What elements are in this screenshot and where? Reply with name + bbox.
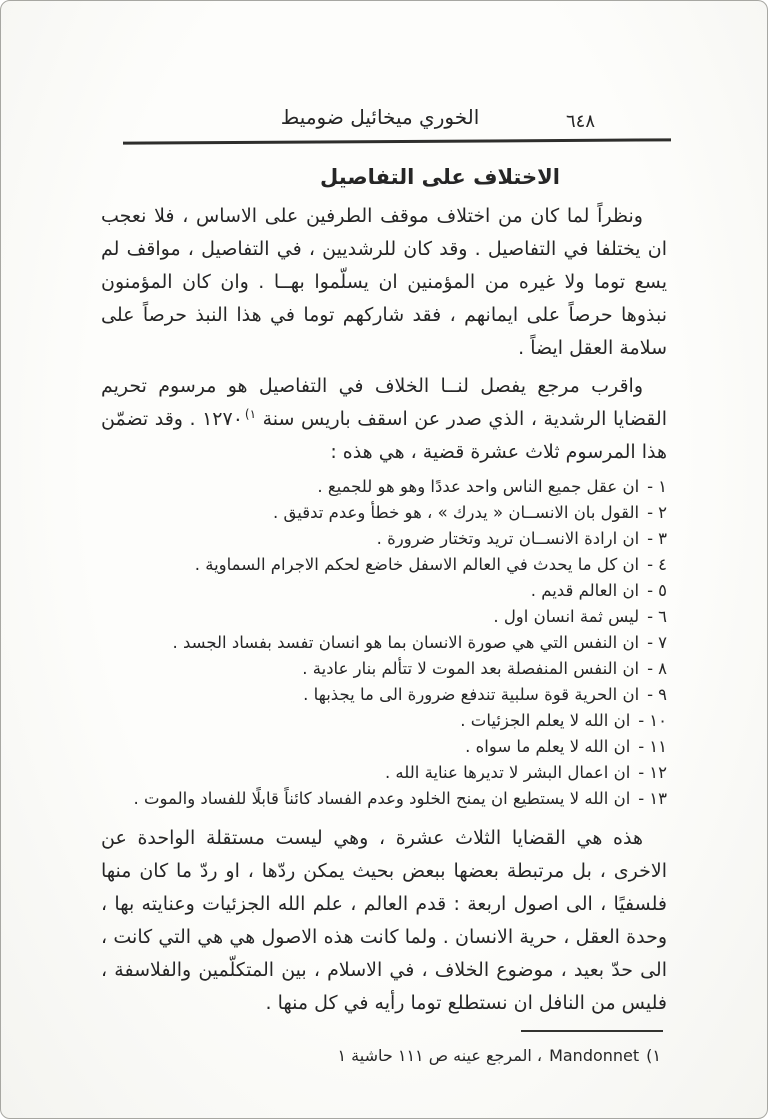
proposition-number: ٧ — [658, 633, 667, 652]
proposition-row — [101, 604, 667, 630]
page-number: ٦٤٨ — [565, 111, 595, 132]
proposition-text: ان الله لا يعلم ما سواه . — [465, 737, 631, 756]
proposition-dash: - — [638, 737, 645, 756]
proposition-number: ٣ — [658, 529, 667, 548]
running-head — [101, 103, 667, 143]
proposition-dash: - — [647, 607, 654, 626]
proposition-number: ٢ — [658, 503, 667, 522]
proposition-number: ١٠ — [649, 711, 667, 730]
proposition-dash: - — [638, 763, 645, 782]
proposition-text: ان اعمال البشر لا تديرها عناية الله . — [384, 763, 631, 782]
paragraph-1: ونظراً لما كان من اختلاف موقف الطرفين على الاساس ، فلا نعجب ان يختلفا في التفاصيل . وقد كان للرشديين ، في التفاصيل ، مواقف لم يسع توما ولا غيره من المؤمنين ان يسلّموا بهــا . وان كان المؤمنون نبذوها حرصاً على ايمانهم ، فقد شاركهم توما في هذا النبذ حرصاً على سلامة العقل ايضاً . — [101, 205, 667, 359]
paragraph-3: هذه هي القضايا الثلاث عشرة ، وهي ليست مستقلة الواحدة عن الاخرى ، بل مرتبطة بعضها ببعض بحيث يمكن ردّها ، او ردّ ما كان منها فلسفيًا ، الى اصول اربعة : قدم العالم ، علم الله الجزئيات وعنايته بها ، وحدة العقل ، حرية الانسان . ولما كانت هذه الاصول هي هي التي كانت ، الى حدّ بعيد ، موضوع الخلاف ، في الاسلام ، بين المتكلّمين والفلاسفة ، فليس من النافل ان نستطلع توما رأيه في كل منها . — [101, 827, 667, 1014]
proposition-dash: - — [647, 477, 654, 496]
proposition-dash: - — [647, 555, 654, 574]
proposition-text: ان النفس المنفصلة بعد الموت لا تتألم بنار عادية . — [302, 659, 640, 678]
proposition-row — [101, 682, 667, 708]
proposition-text: ليس ثمة انسان اول . — [493, 607, 640, 626]
proposition-dash: - — [638, 789, 645, 808]
proposition-row — [101, 526, 667, 552]
proposition-row — [101, 500, 667, 526]
proposition-text: ان العالم قديم . — [530, 581, 640, 600]
section-title: الاختلاف على التفاصيل — [320, 165, 560, 189]
paragraph-2 — [101, 370, 667, 469]
proposition-row — [101, 708, 667, 734]
proposition-dash: - — [647, 633, 654, 652]
proposition-text: القول بان الانســان « يدرك » ، هو خطأ وعدم تدقيق . — [272, 503, 640, 522]
proposition-text: ان عقل جميع الناس واحد عددًا وهو هو للجميع . — [317, 477, 640, 496]
proposition-number: ٨ — [658, 659, 667, 678]
footnote-separator — [521, 1030, 663, 1032]
proposition-dash: - — [647, 659, 654, 678]
proposition-row — [101, 578, 667, 604]
proposition-row — [101, 760, 667, 786]
running-head-title: الخوري ميخائيل ضوميط — [280, 105, 480, 129]
proposition-row — [101, 630, 667, 656]
footnote — [338, 1043, 662, 1069]
proposition-row — [101, 734, 667, 760]
proposition-dash: - — [647, 503, 654, 522]
proposition-number: ٤ — [658, 555, 667, 574]
proposition-dash: - — [647, 529, 654, 548]
proposition-dash: - — [638, 711, 645, 730]
proposition-text: ان ارادة الانســان تريد وتختار ضرورة . — [376, 529, 640, 548]
proposition-row — [101, 786, 667, 812]
page-body — [101, 162, 667, 1025]
paragraph-2-continued: . وقد تضمّن هذا المرسوم ثلاث عشرة قضية ، هي هذه : — [101, 408, 667, 463]
proposition-number: ١١ — [649, 737, 667, 756]
footnote-text: ، المرجع عينه ص ١١١ حاشية ١ — [337, 1046, 543, 1065]
proposition-number: ٩ — [658, 685, 667, 704]
proposition-text: ان الحرية قوة سلبية تندفع ضرورة الى ما يجذبها . — [303, 685, 640, 704]
footnote-marker: (١ — [646, 1046, 661, 1065]
proposition-text: ان الله لا يستطيع ان يمنح الخلود وعدم الفساد كائناً قابلًا للفساد والموت . — [133, 789, 631, 808]
proposition-text: ان كل ما يحدث في العالم الاسفل خاضع لحكم الاجرام السماوية . — [194, 555, 640, 574]
proposition-number: ١٣ — [649, 789, 667, 808]
proposition-number: ٦ — [658, 607, 667, 626]
footnote-reference: (١ — [244, 406, 257, 421]
footnote-source: Mandonnet — [549, 1046, 640, 1065]
proposition-dash: - — [647, 685, 654, 704]
proposition-row — [101, 474, 667, 500]
proposition-row — [101, 552, 667, 578]
proposition-row — [101, 656, 667, 682]
proposition-number: ١ — [658, 477, 667, 496]
proposition-text: ان النفس التي هي صورة الانسان بما هو انسان تفسد بفساد الجسد . — [172, 633, 640, 652]
proposition-number: ٥ — [658, 581, 667, 600]
propositions-list — [101, 474, 667, 812]
proposition-dash: - — [647, 581, 654, 600]
proposition-number: ١٢ — [649, 763, 667, 782]
paragraph-2-text: واقرب مرجع يفصل لنــا الخلاف في التفاصيل هو مرسوم تحريم القضايا الرشدية ، الذي صدر عن اسقف باريس سنة ١٢٧٠ — [101, 375, 667, 430]
proposition-text: ان الله لا يعلم الجزئيات . — [460, 711, 631, 730]
